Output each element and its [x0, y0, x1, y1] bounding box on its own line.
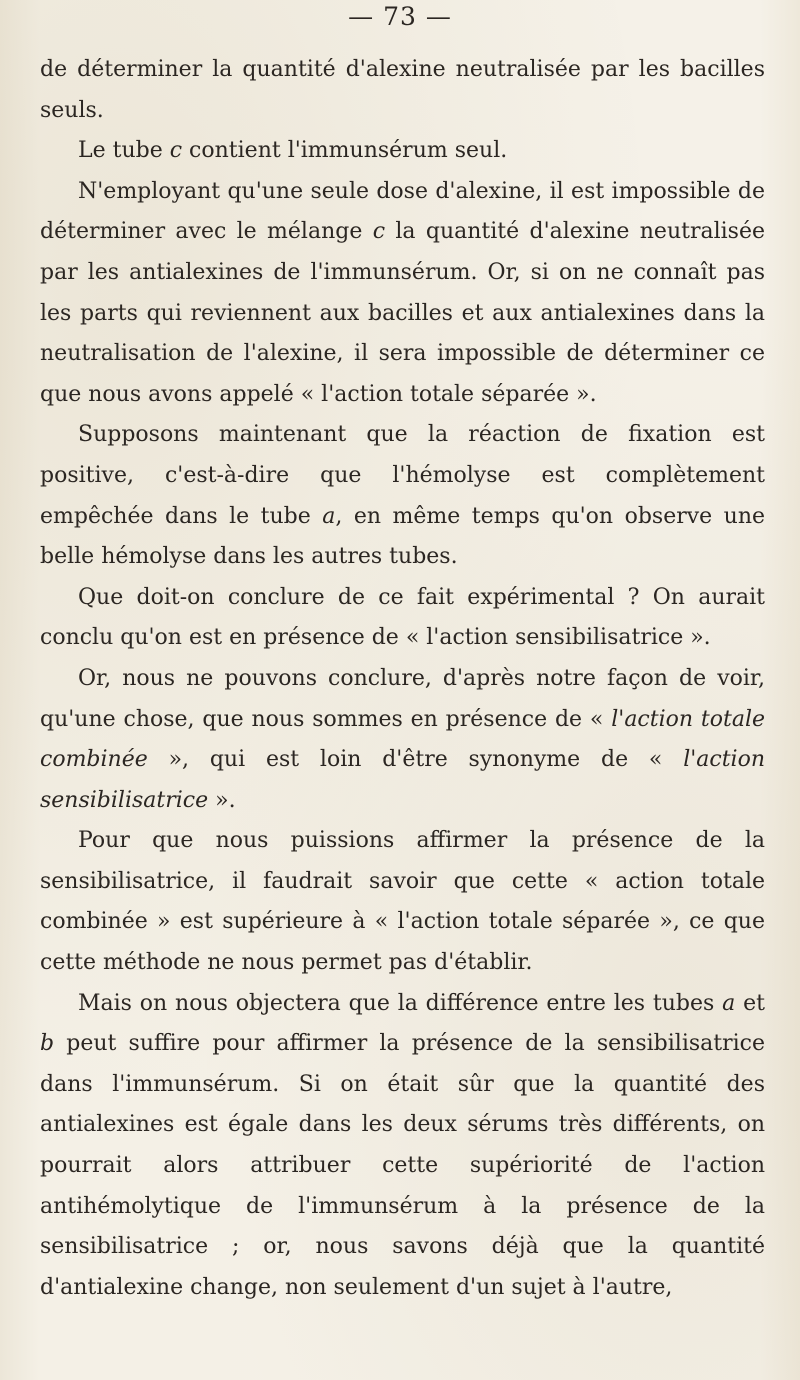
body-text	[40, 50, 765, 1308]
text-span: ».	[208, 787, 236, 813]
italic-span: a	[722, 990, 736, 1016]
paragraph	[40, 131, 765, 172]
text-span: Or, nous ne pouvons conclure, d'après notre façon de voir, qu'une chose, que nous sommes en présence de «	[40, 665, 765, 732]
paragraph	[40, 415, 765, 577]
italic-span: c	[372, 219, 386, 245]
text-span: Supposons maintenant que la réaction de fixation est positive, c'est-à-dire que l'hémolyse est complètement empêchée dans le tube	[40, 422, 765, 529]
italic-span: a	[322, 503, 336, 529]
text-span: , en même temps qu'on observe une belle hémolyse dans les autres tubes.	[40, 503, 766, 570]
paragraph	[40, 172, 765, 416]
text-span: Le tube	[78, 138, 170, 164]
text-span: peut suffire pour affirmer la présence de la sensibilisatrice dans l'immunsérum. Si on était sûr que la quantité des antialexines est égale dans les deux sérums très différents, on pourrait alors attribuer cette supériorité de l'action antihémolytique de l'immunsérum à la présence de la sensibilisatrice ; or, nous savons déjà que la quantité d'antialexine change, non seulement d'un sujet à l'autre,	[40, 1031, 765, 1300]
text-span: la quantité d'alexine neutralisée par les antialexines de l'immunsérum. Or, si on ne connaît pas les parts qui reviennent aux bacilles et aux antialexines dans la neutralisation de l'alexine, il sera impossible de déterminer ce que nous avons appelé « l'action totale séparée ».	[40, 219, 765, 407]
text-span: Pour que nous puissions affirmer la présence de la sensibilisatrice, il faudrait savoir que cette « action totale combinée » est supérieure à « l'action totale séparée », ce que cette méthode ne nous permet pas d'établir.	[40, 828, 765, 976]
paragraph	[40, 578, 765, 659]
text-span: contient l'immunsérum seul.	[182, 138, 508, 164]
text-span: Que doit-on conclure de ce fait expérimental ? On aurait conclu qu'on est en présence de « l'action sensibilisatrice ».	[40, 584, 765, 651]
italic-span: b	[40, 1031, 55, 1057]
page-number: — 73 —	[348, 2, 452, 31]
italic-span: l'action sensibilisatrice	[40, 747, 765, 813]
paragraph	[40, 50, 765, 131]
paragraph	[40, 984, 765, 1309]
text-span: N'employant qu'une seule dose d'alexine, il est impossible de déterminer avec le mélange	[40, 178, 765, 245]
text-span: et	[735, 990, 765, 1016]
text-span: de déterminer la quantité d'alexine neutralisée par les bacilles seuls.	[40, 57, 765, 123]
italic-span: c	[169, 138, 183, 164]
paragraph	[40, 659, 765, 821]
text-span: », qui est loin d'être synonyme de «	[147, 747, 684, 773]
paragraph	[40, 821, 765, 983]
italic-span: l'action totale combinée	[40, 706, 765, 773]
text-span: Mais on nous objectera que la différence entre les tubes	[78, 990, 723, 1016]
